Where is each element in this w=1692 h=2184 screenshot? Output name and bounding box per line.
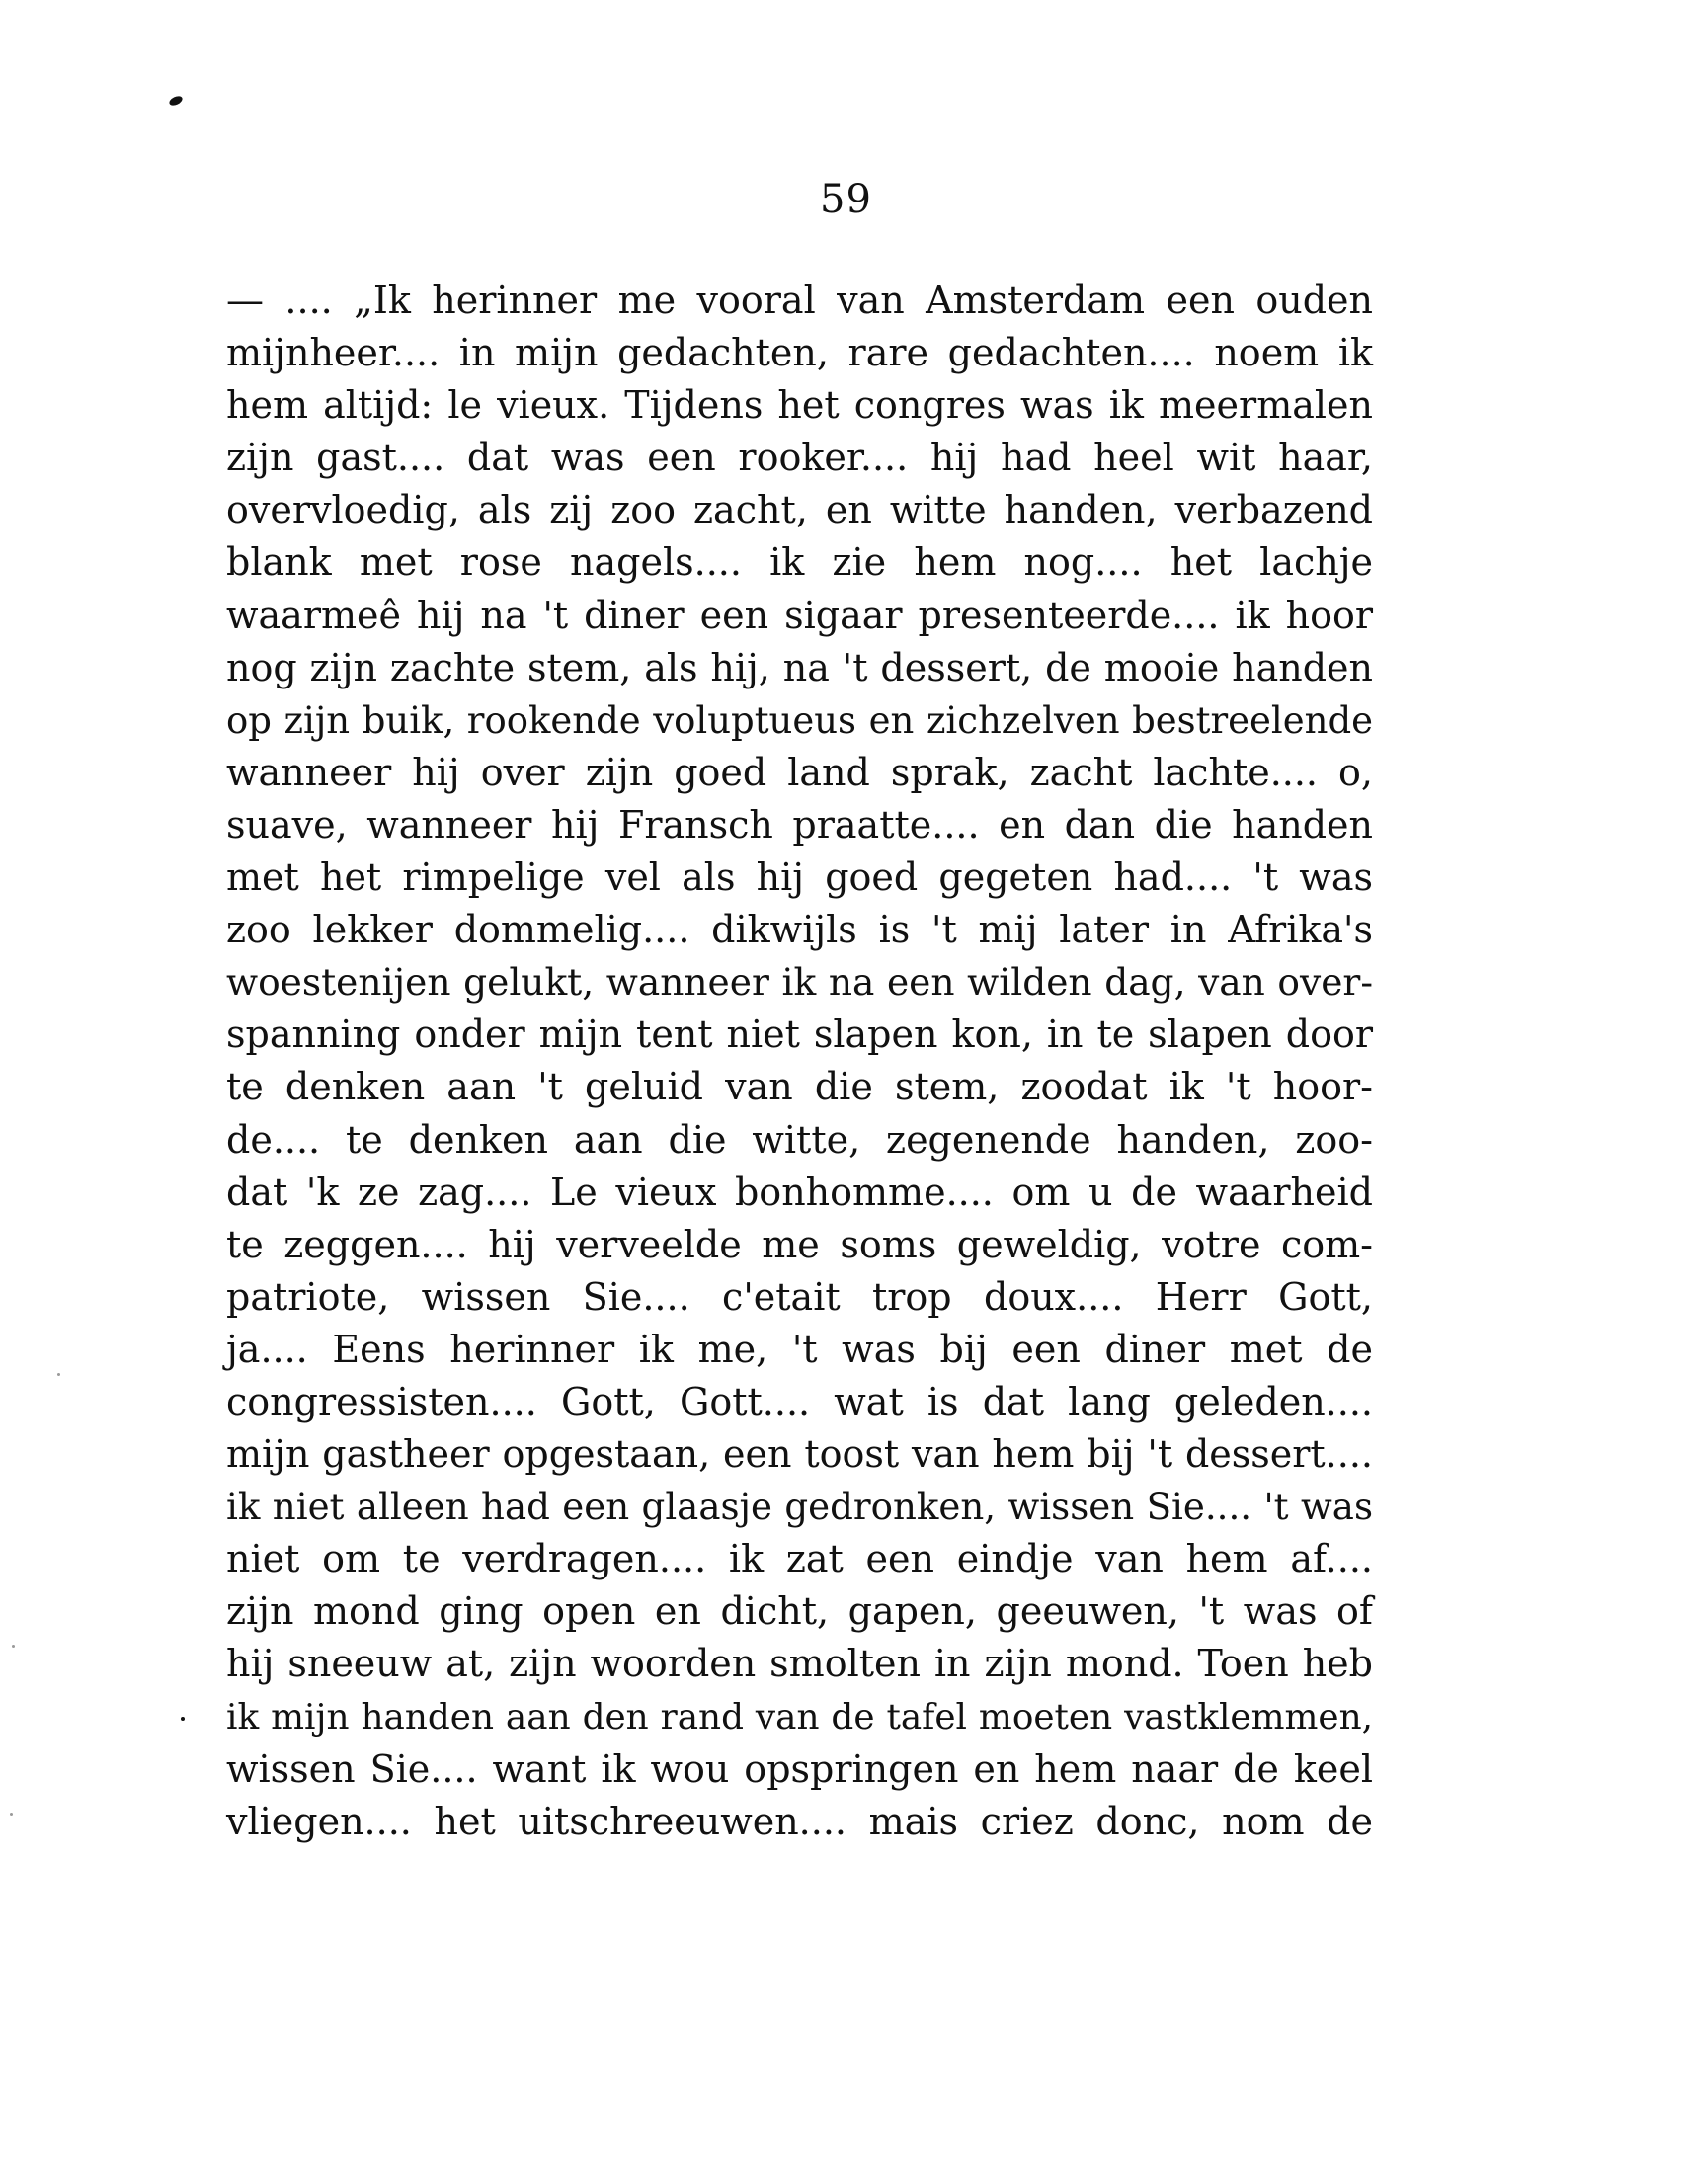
text-line: zoo lekker dommelig.... dikwijls is 't mij later in Afrika's <box>226 908 1373 952</box>
text-line: overvloedig, als zij zoo zacht, en witte handen, verbazend <box>226 488 1373 532</box>
text-line: te zeggen.... hij verveelde me soms geweldig, votre com- <box>226 1222 1373 1266</box>
text-line: niet om te verdragen.... ik zat een eindje van hem af.... <box>226 1537 1373 1581</box>
text-line: suave, wanneer hij Fransch praatte.... en dan die handen <box>226 802 1373 847</box>
page-number: 59 <box>820 177 872 222</box>
text-line: met het rimpelige vel als hij goed gegeten had.... 't was <box>226 855 1373 900</box>
text-line: te denken aan 't geluid van die stem, zoodat ik 't hoor- <box>226 1065 1373 1109</box>
paper-speck <box>10 1813 13 1816</box>
text-line: dat 'k ze zag.... Le vieux bonhomme.... om u de waarheid <box>226 1170 1373 1214</box>
body-text <box>226 275 1373 1848</box>
text-line: ja.... Eens herinner ik me, 't was bij een diner met de <box>226 1327 1373 1371</box>
text-line: blank met rose nagels.... ik zie hem nog.... het lachje <box>226 540 1373 585</box>
text-line: spanning onder mijn tent niet slapen kon, in te slapen door <box>226 1012 1373 1057</box>
text-line: vliegen.... het uitschreeuwen.... mais criez donc, nom de <box>226 1799 1373 1843</box>
ink-speck <box>168 94 184 107</box>
text-line: nog zijn zachte stem, als hij, na 't dessert, de mooie handen <box>226 645 1373 689</box>
text-line: waarmeê hij na 't diner een sigaar presenteerde.... ik hoor <box>226 593 1373 637</box>
text-line: mijnheer.... in mijn gedachten, rare gedachten.... noem ik <box>226 331 1373 375</box>
paper-speck <box>12 1645 15 1648</box>
text-line: patriote, wissen Sie.... c'etait trop doux.... Herr Gott, <box>226 1274 1373 1319</box>
text-line: ik mijn handen aan den rand van de tafel moeten vastklemmen, <box>226 1696 1373 1738</box>
text-line: wissen Sie.... want ik wou opspringen en hem naar de keel <box>226 1746 1373 1791</box>
paper-speck <box>57 1373 60 1376</box>
text-line: zijn gast.... dat was een rooker.... hij had heel wit haar, <box>226 436 1373 480</box>
text-line: mijn gastheer opgestaan, een toost van hem bij 't dessert.... <box>226 1432 1373 1477</box>
text-line: congressisten.... Gott, Gott.... wat is dat lang geleden.... <box>226 1379 1373 1423</box>
text-line: de.... te denken aan die witte, zegenende handen, zoo- <box>226 1117 1373 1162</box>
text-line: — .... „Ik herinner me vooral van Amsterdam een ouden <box>226 279 1373 322</box>
text-line: hem altijd: le vieux. Tijdens het congres was ik meermalen <box>226 383 1373 428</box>
text-line: zijn mond ging open en dicht, gapen, geeuwen, 't was of <box>226 1589 1373 1634</box>
text-line: hij sneeuw at, zijn woorden smolten in zijn mond. Toen heb <box>226 1642 1373 1686</box>
ink-speck <box>181 1717 185 1721</box>
text-line: op zijn buik, rookende voluptueus en zichzelven bestreelende <box>226 698 1373 742</box>
text-line: woestenijen gelukt, wanneer ik na een wilden dag, van over- <box>226 960 1373 1005</box>
text-line: ik niet alleen had een glaasje gedronken, wissen Sie.... 't was <box>226 1486 1373 1529</box>
text-line: wanneer hij over zijn goed land sprak, zacht lachte.... o, <box>226 750 1373 794</box>
